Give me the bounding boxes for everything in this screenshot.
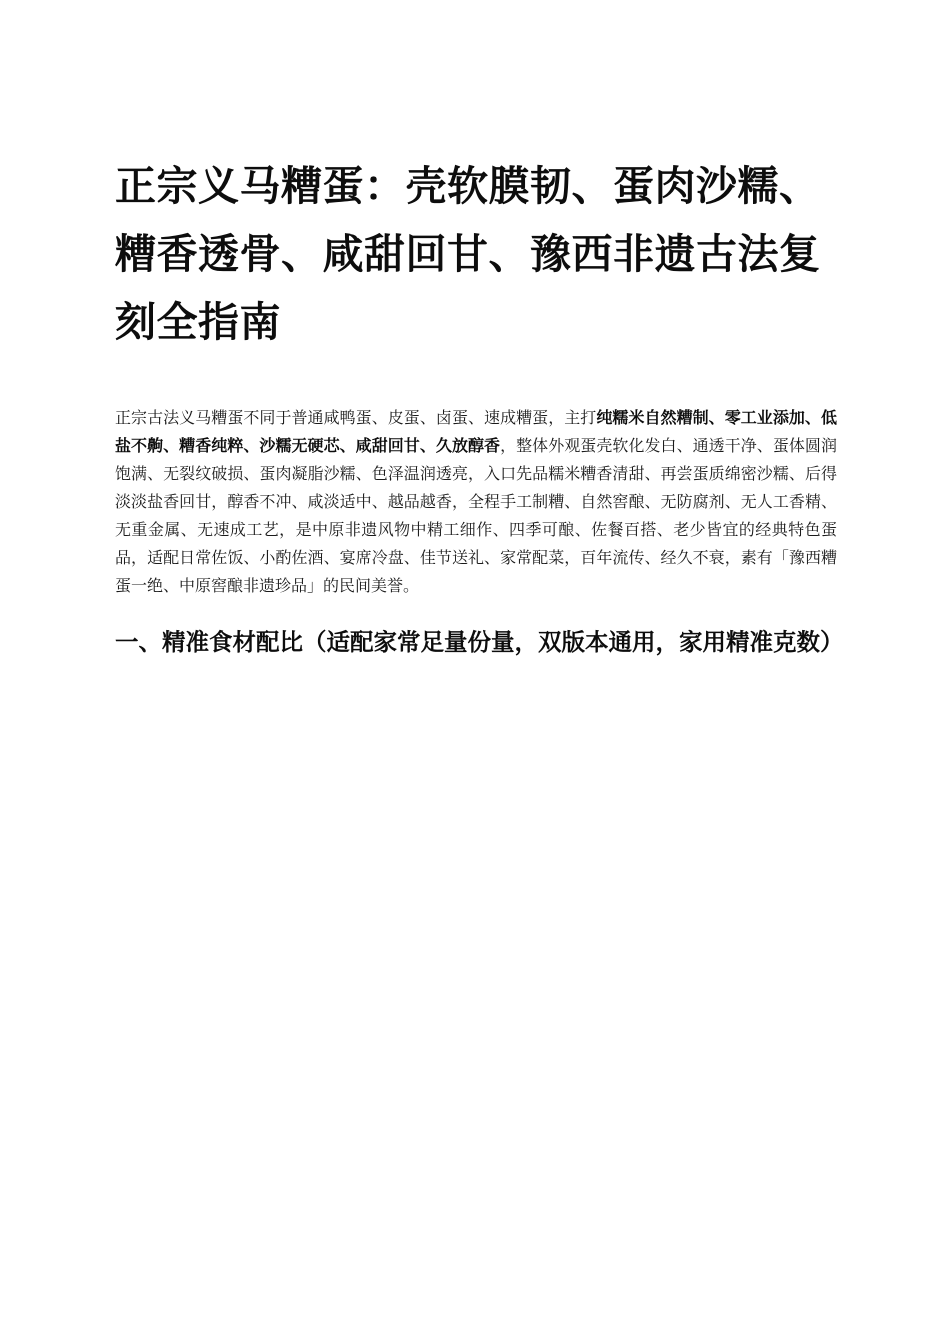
document-title: 正宗义马糟蛋：壳软膜韧、蛋肉沙糯、糟香透骨、咸甜回甘、豫西非遗古法复刻全指南 bbox=[115, 162, 821, 346]
document-body bbox=[115, 152, 844, 661]
section-heading-ingredients: 一、精准食材配比（适配家常足量份量，双版本通用，家用精准克数） bbox=[115, 628, 844, 656]
intro-lead-text: 正宗古法义马糟蛋不同于普通咸鸭蛋、皮蛋、卤蛋、速成糟蛋，主打 bbox=[115, 408, 597, 427]
intro-rest-text: ，整体外观蛋壳软化发白、通透干净、蛋体圆润饱满、无裂纹破损、蛋肉凝脂沙糯、色泽温润透亮，入口先品糯米糟香清甜、再尝蛋质绵密沙糯、后得淡淡盐香回甘，醇香不冲、咸淡适中、越品越香，全程手工制糟、自然窖酿、无防腐剂、无人工香精、无重金属、无速成工艺，是中原非遗风物中精工细作、四季可酿、佐餐百搭、老少皆宜的经典特色蛋品，适配日常佐饭、小酌佐酒、宴席冷盘、佳节送礼、家常配菜，百年流传、经久不衰，素有「豫西糟蛋一绝、中原窖酿非遗珍品」的民间美誉。 bbox=[115, 436, 837, 595]
intro-emphasis-text: 纯糯米自然糟制、零工业添加、低盐不齁、糟香纯粹、沙糯无硬芯、咸甜回甘、久放醇香 bbox=[115, 408, 837, 455]
intro-paragraph bbox=[115, 404, 837, 600]
